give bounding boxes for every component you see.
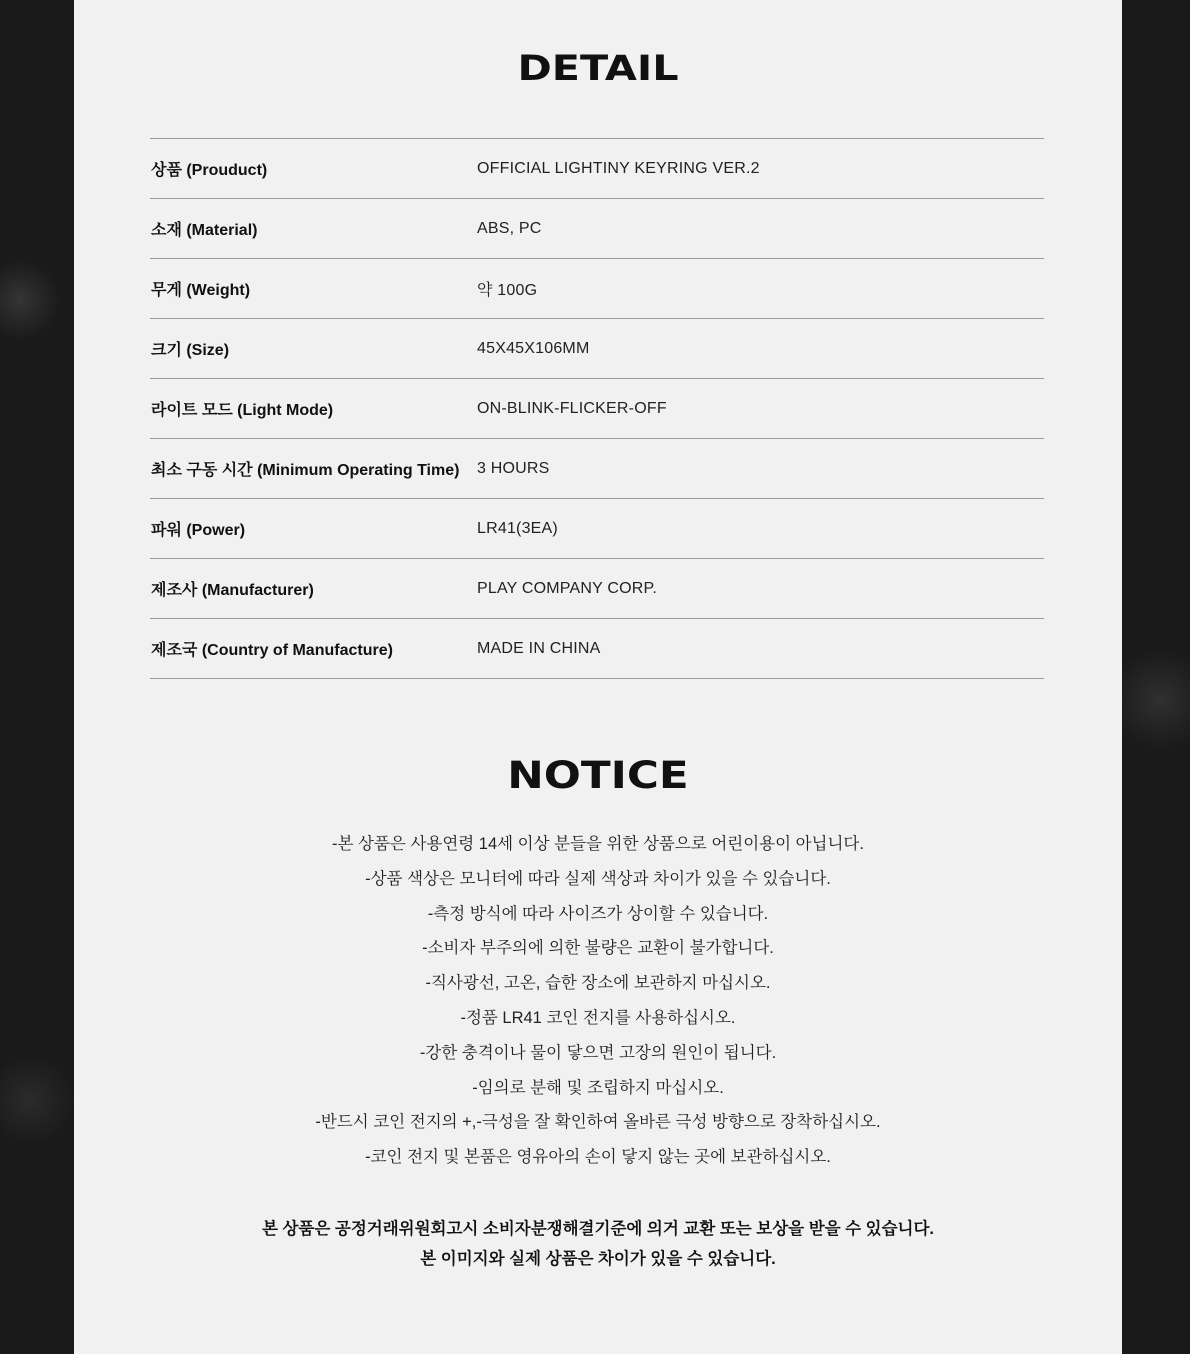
notice-item: -코인 전지 및 본품은 영유아의 손이 닿지 않는 곳에 보관하십시오.: [365, 1148, 831, 1167]
spec-value: OFFICIAL LIGHTINY KEYRING VER.2: [477, 159, 760, 177]
spec-value: 3 HOURS: [477, 459, 550, 477]
spec-value: ON-BLINK-FLICKER-OFF: [477, 399, 667, 417]
detail-heading: DETAIL: [517, 49, 679, 89]
spec-value: LR41(3EA): [477, 519, 558, 537]
spec-row-manufacturer: [150, 559, 1044, 619]
footer-notes: [74, 1214, 1122, 1274]
spec-value: MADE IN CHINA: [477, 639, 601, 657]
notice-item: -소비자 부주의에 의한 불량은 교환이 불가합니다.: [422, 939, 774, 958]
spec-row-country: [150, 619, 1044, 679]
spec-table: [150, 138, 1044, 679]
notice-item: -직사광선, 고온, 습한 장소에 보관하지 마십시오.: [425, 974, 771, 993]
spec-value: ABS, PC: [477, 219, 542, 237]
spec-label: 파워 (Power): [151, 522, 246, 539]
footer-note: 본 이미지와 실제 상품은 차이가 있을 수 있습니다.: [420, 1250, 776, 1268]
spec-value: 45X45X106MM: [477, 339, 590, 357]
spec-label: 크기 (Size): [151, 342, 230, 359]
notice-item: -강한 충격이나 물이 닿으면 고장의 원인이 됩니다.: [419, 1043, 777, 1062]
spec-label: 무게 (Weight): [151, 282, 251, 299]
notice-item: -정품 LR41 코인 전지를 사용하십시오.: [460, 1008, 736, 1027]
spec-row-product: [150, 139, 1044, 199]
spec-row-size: [150, 319, 1044, 379]
notice-item: -측정 방식에 따라 사이즈가 상이할 수 있습니다.: [427, 904, 769, 923]
footer-note: 본 상품은 공정거래위원회고시 소비자분쟁해결기준에 의거 교환 또는 보상을 받을 수 있습니다.: [261, 1220, 935, 1238]
notice-item: -임의로 분해 및 조립하지 마십시오.: [472, 1078, 724, 1097]
spec-row-material: [150, 199, 1044, 259]
spec-row-operating-time: [150, 439, 1044, 499]
spec-label: 상품 (Prouduct): [151, 162, 268, 179]
spec-label: 제조국 (Country of Manufacture): [151, 642, 393, 659]
spec-row-weight: [150, 259, 1044, 319]
spec-value: PLAY COMPANY CORP.: [477, 579, 657, 597]
spec-label: 제조사 (Manufacturer): [151, 582, 314, 599]
spec-row-power: [150, 499, 1044, 559]
notice-list: [74, 827, 1122, 1175]
spec-value: 약 100G: [477, 282, 538, 299]
content-panel: [74, 0, 1122, 1354]
spec-label: 최소 구동 시간 (Minimum Operating Time): [151, 462, 460, 479]
notice-heading: NOTICE: [507, 754, 689, 797]
spec-label: 라이트 모드 (Light Mode): [151, 402, 334, 419]
spec-label: 소재 (Material): [151, 222, 258, 239]
notice-item: -본 상품은 사용연령 14세 이상 분들을 위한 상품으로 어린이용이 아닙니다.: [332, 835, 864, 853]
spec-row-light-mode: [150, 379, 1044, 439]
notice-item: -상품 색상은 모니터에 따라 실제 색상과 차이가 있을 수 있습니다.: [365, 869, 831, 888]
notice-item: -반드시 코인 전지의 +,-극성을 잘 확인하여 올바른 극성 방향으로 장착하십시오.: [315, 1113, 881, 1132]
